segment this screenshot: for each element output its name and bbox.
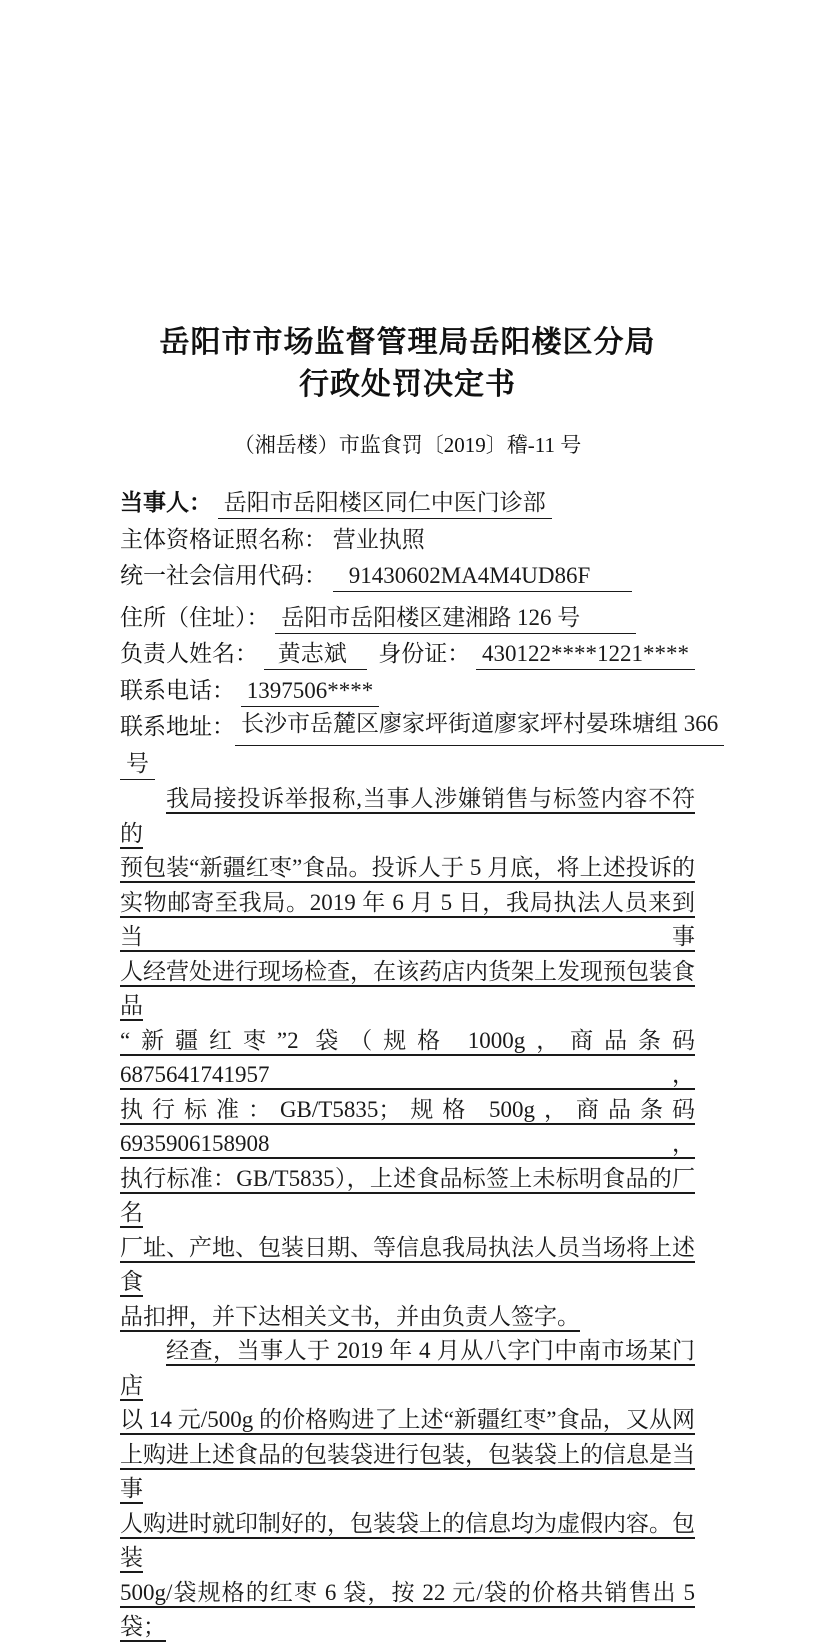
paragraph-line: 以 14 元/500g 的价格购进了上述“新疆红枣”食品，又从网 — [120, 1407, 695, 1432]
contact-value-line1: 长沙市岳麓区廖家坪街道廖家坪村晏珠塘组 366 — [235, 709, 724, 746]
paragraph-line: 厂址、产地、包装日期、等信息我局执法人员当场将上述食 — [120, 1234, 695, 1294]
person-value: 黄志斌 — [264, 639, 367, 670]
contact-label: 联系地址： — [120, 714, 235, 739]
address-value: 岳阳市岳阳楼区建湘路 126 号 — [275, 603, 636, 634]
paragraph-line: 我局接投诉举报称,当事人涉嫌销售与标签内容不符的 — [120, 786, 695, 846]
contact-value-line2: 号 — [120, 749, 155, 780]
paragraph-line: 经查，当事人于 2019 年 4 月从八字门中南市场某门店 — [120, 1338, 695, 1398]
paragraph-line: 500g/袋规格的红枣 6 袋，按 22 元/袋的价格共销售出 5 袋； — [120, 1579, 695, 1639]
id-group — [378, 636, 695, 673]
field-phone — [120, 673, 695, 710]
phone-label: 联系电话： — [120, 677, 235, 703]
paragraph-line: 人经营处进行现场检查，在该药店内货架上发现预包装食品 — [120, 958, 695, 1018]
document-content — [120, 322, 719, 1645]
address-label: 住所（住址）： — [120, 604, 270, 630]
paragraph-line: 执行标准：GB/T5835），上述食品标签上未标明食品的厂名 — [120, 1165, 695, 1225]
paragraph-line: 实物邮寄至我局。2019 年 6 月 5 日，我局执法人员来到当事 — [120, 889, 695, 949]
license-value: 营业执照 — [332, 526, 425, 552]
license-label: 主体资格证照名称： — [120, 526, 327, 552]
credit-code-value: 91430602MA4M4UD86F — [333, 561, 633, 592]
field-person-and-id — [120, 636, 695, 673]
field-contact-address-wrap — [120, 746, 695, 783]
document-title-line2: 行政处罚决定书 — [299, 368, 516, 401]
field-credit-code — [120, 558, 695, 595]
person-group — [120, 636, 367, 673]
field-contact-address — [120, 709, 719, 746]
paragraph-line: 执行标准：GB/T5835；规格 500g，商品条码 6935906158908， — [120, 1096, 695, 1156]
paragraph-investigation — [120, 1334, 695, 1645]
paragraph-line: 上购进上述食品的包装袋进行包装，包装袋上的信息是当事 — [120, 1441, 695, 1501]
paragraph-line: 预包装“新疆红枣”食品。投诉人于 5 月底，将上述投诉的 — [120, 855, 695, 880]
id-label: 身份证： — [378, 641, 471, 666]
party-info-section — [120, 485, 719, 782]
document-number: （湘岳楼）市监食罚〔2019〕稽-11 号 — [233, 433, 582, 457]
party-label: 当事人： — [120, 490, 212, 515]
paragraph-line: 品扣押，并下达相关文书，并由负责人签字。 — [120, 1303, 580, 1329]
person-label: 负责人姓名： — [120, 641, 258, 666]
field-license — [120, 522, 695, 559]
paragraph-line: “新疆红枣”2 袋（规格 1000g，商品条码 6875641741957， — [120, 1027, 695, 1087]
field-address — [120, 600, 695, 637]
phone-value: 1397506**** — [241, 676, 380, 707]
paragraph-complaint — [120, 782, 695, 1334]
credit-code-label: 统一社会信用代码： — [120, 563, 327, 588]
id-value: 430122****1221**** — [476, 639, 695, 670]
paragraph-line: 人购进时就印制好的，包装袋上的信息均为虚假内容。包装 — [120, 1510, 695, 1570]
body-paragraphs — [120, 782, 695, 1645]
field-party — [120, 485, 695, 522]
document-title-line1: 岳阳市市场监督管理局岳阳楼区分局 — [159, 326, 656, 359]
party-value: 岳阳市岳阳楼区同仁中医门诊部 — [218, 488, 552, 519]
